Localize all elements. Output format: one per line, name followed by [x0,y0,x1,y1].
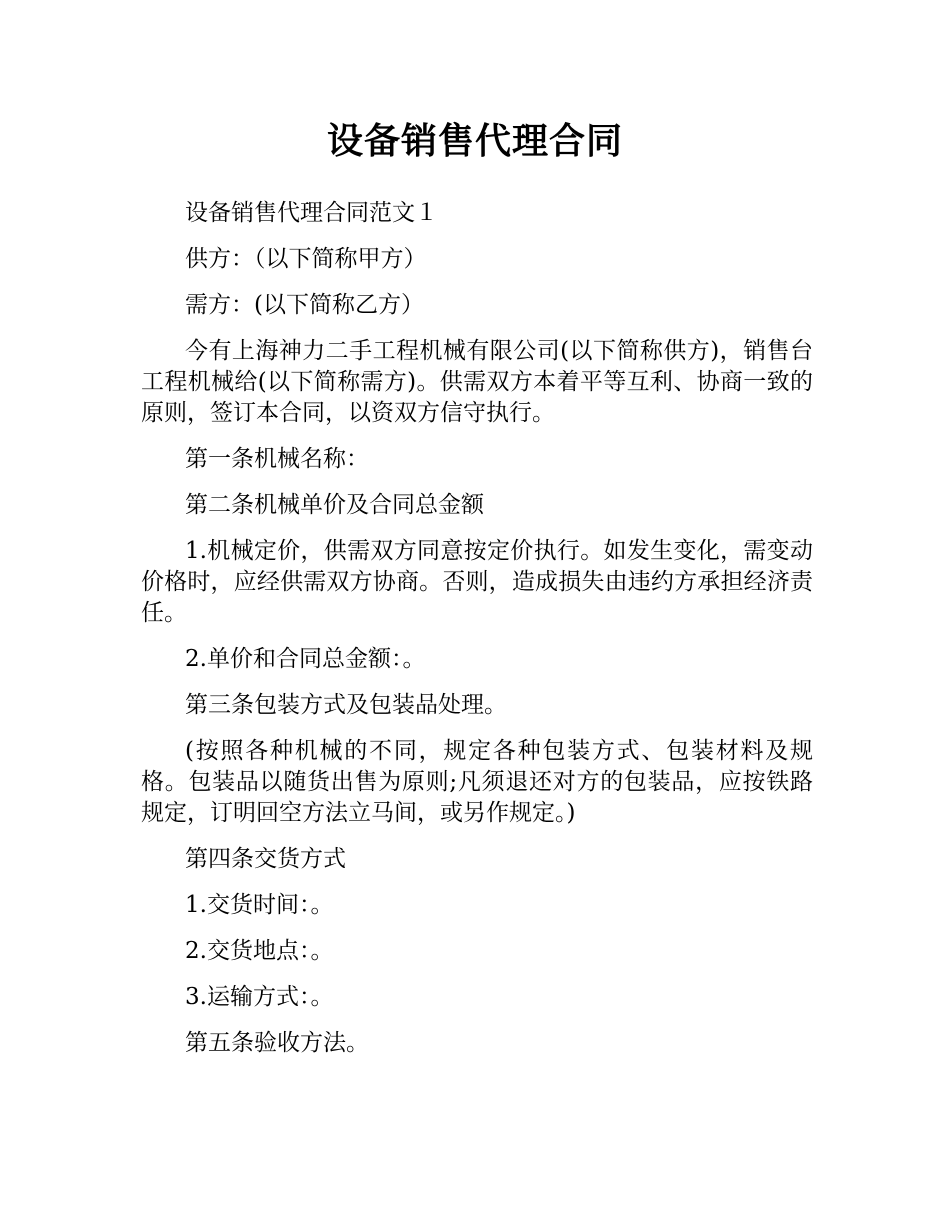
paragraph-5: 第一条机械名称： [185,446,369,472]
paragraph-8: 2.单价和合同总金额：。 [185,646,426,672]
paragraph-11: 第四条交货方式 [185,846,346,872]
paragraph-3: 需方：(以下简称乙方） [185,292,424,318]
document-body [141,198,813,1074]
document-title: 设备销售代理合同 [326,121,623,162]
paragraph-4: 今有上海神力二手工程机械有限公司(以下简称供方)，销售台工程机械给(以下简称需方)。供需双方本着平等互利、协商一致的原则，签订本合同，以资双方信守执行。 [141,338,813,426]
paragraph-13: 2.交货地点：。 [185,938,334,964]
paragraph-12: 1.交货时间：。 [185,892,334,918]
paragraph-14: 3.运输方式：。 [185,984,334,1010]
paragraph-2: 供方：（以下简称甲方） [185,246,427,272]
paragraph-1: 设备销售代理合同范文１ [185,200,438,226]
paragraph-15: 第五条验收方法。 [185,1030,369,1056]
paragraph-10: (按照各种机械的不同，规定各种包装方式、包装材料及规格。包装品以随货出售为原则;凡须退还对方的包装品，应按铁路规定，订明回空方法立马间，或另作规定。) [141,738,813,826]
paragraph-7: 1.机械定价，供需双方同意按定价执行。如发生变化，需变动价格时，应经供需双方协商。否则，造成损失由违约方承担经济责任。 [141,538,813,626]
paragraph-6: 第二条机械单价及合同总金额 [185,492,484,518]
paragraph-9: 第三条包装方式及包装品处理。 [185,692,507,718]
